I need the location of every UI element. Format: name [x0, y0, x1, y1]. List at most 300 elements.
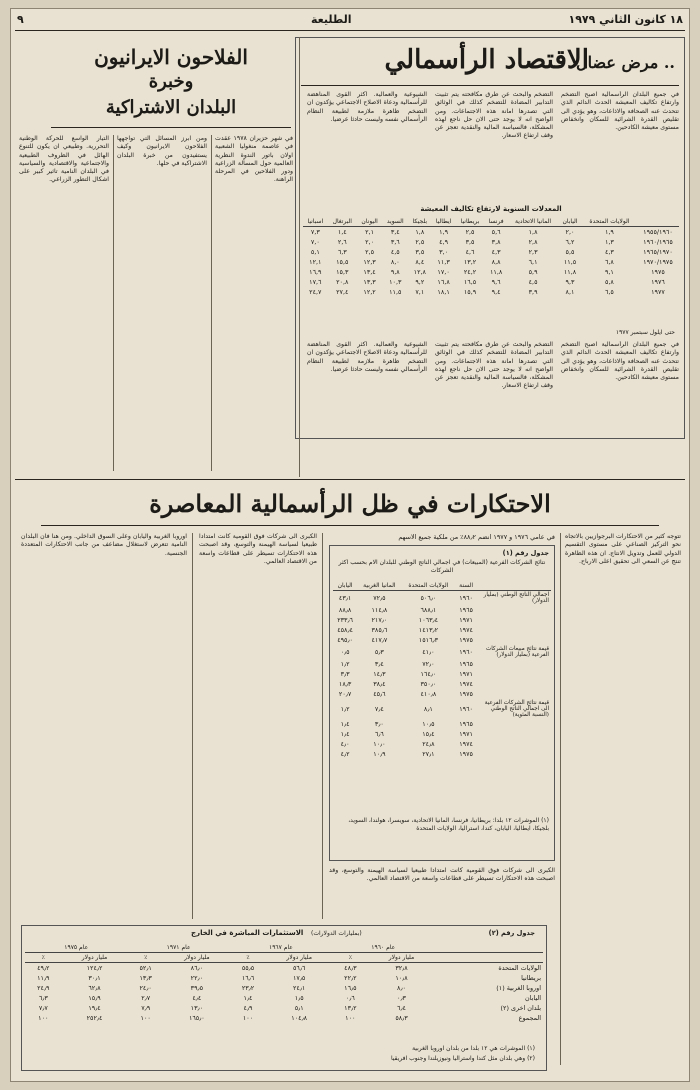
table-cell: ١٣,٢ [463, 258, 477, 266]
table-cell: ٥٫١ [294, 1004, 304, 1012]
table-cell: ١٠٠ [242, 1014, 254, 1022]
table-cell: ١٠٦٣٫٤ [418, 616, 439, 624]
table-cell: ٥,٦ [491, 228, 501, 236]
table-cell: ٤٫٤ [192, 994, 202, 1002]
table-cell: ١٩٧٥ [459, 636, 473, 644]
table-cell: ٧,٣ [310, 228, 320, 236]
inflation-table-caption: المعدلات السنوية لارتفاع تكاليف المعيشة [420, 205, 562, 213]
table-cell: ٠٫٦ [345, 994, 355, 1002]
newspaper-page [10, 8, 690, 1082]
table-cell: ٤٨٫٣ [344, 964, 357, 972]
table-cell: ١٠٠ [345, 1014, 356, 1022]
table-cell: ٤,٥ [390, 248, 400, 256]
table-cell: ٨,١ [565, 288, 575, 296]
article-2-col-1: التيار الواسع للحركة الوطنية التحررية. وطبيعي ان يكون للتنوع الهائل في الظروف الطبيعية والاجتماعية والاقتصادية والسياسية في البلدان النامية تاثير كبير على اشكال التطور الزراعي. [19, 135, 109, 184]
inflation-table-header: السويد [382, 217, 408, 227]
table-cell: ٣,٤ [390, 228, 400, 236]
row-period: ١٩٦٠/١٩٦٥ [643, 238, 673, 246]
table-cell: ٢٥٢٫٤ [86, 1014, 103, 1022]
table-cell: ٠٫٥ [340, 648, 350, 656]
table-2-subheader: ٪ [127, 953, 163, 963]
table-cell: ٢٤٫٠ [139, 984, 152, 992]
table-cell: ٣,٦ [390, 238, 400, 246]
table-cell: ٢,٨ [528, 238, 538, 246]
column-divider [322, 533, 323, 919]
table-cell: ٢٠,٨ [336, 278, 349, 286]
row-period: ١٩٧٧ [651, 288, 665, 296]
table-cell: ١٧٫٥ [292, 974, 306, 982]
table-cell: ٨٫١ [423, 705, 433, 713]
article-1-col-4: في جميع البلدان الرأسمالية اصبح التضخم وارتفاع تكاليف المعيشة الحدث الدائم الذي تتحدث عنه الصحافة والاذاعات، وهو يؤدي الى تقليص القدرة الشرائية للسكان وانخفاض مستوى معيشة الكادحين. [561, 341, 679, 382]
mid-rule [15, 479, 685, 480]
table-cell: ١٤١٣٫٢ [418, 626, 439, 634]
column-divider [192, 533, 193, 919]
table-cell: ٢٢٫٠ [190, 974, 204, 982]
table-row [333, 659, 551, 669]
article-1-col-6: الشيوعية والعمالية. اكثر القوى المناهضة للرأسمالية ودعاة الاصلاح الاجتماعي يؤكدون ان التضخم ظاهرة ملازمة لطبيعة النظام الرأسمالي نفسه وليست حادثا عرضيا. [307, 341, 427, 373]
table-cell: ٣٫٠ [374, 720, 384, 728]
table-cell: ١١,٥ [389, 288, 402, 296]
table-cell: ٧,١ [415, 288, 425, 296]
group-label [477, 615, 551, 625]
group-label [477, 729, 551, 739]
inflation-table-header: ايطاليا [431, 217, 455, 227]
table-cell: ٢٤,٧ [309, 288, 322, 296]
table-cell: ٨٫٠ [397, 984, 406, 992]
table-row [333, 719, 551, 729]
table-2-subheader: ٪ [25, 953, 62, 963]
article-3-col-4: اوروبا الغربية واليابان وعلى السوق الداخلي. ومن هنا فان البلدان النامية تتعرض لاستغلال مضاعف من جانب الاحتكارات المتعددة الجنسية. [21, 533, 187, 557]
table-cell: ١٥٫٤ [422, 730, 435, 738]
group-label [477, 749, 551, 759]
table-cell: ١٧,٦ [309, 278, 322, 286]
table-2-subheader: مليار دولار [266, 953, 332, 963]
table-cell: ١٩٫٤ [88, 1004, 101, 1012]
table-row [333, 645, 551, 659]
table-1-header: المانيا الغربية [357, 581, 401, 591]
table-cell: ٤٫٩ [243, 1004, 253, 1012]
row-label: اوروبا الغربية (١) [496, 984, 541, 992]
column-divider [560, 533, 561, 1065]
table-2-subtitle: (بمليارات الدولارات) [311, 930, 362, 937]
table-row [303, 267, 679, 277]
table-cell: ٢٫٧ [141, 994, 151, 1002]
table-1-note: (١) الموشرات ١٢ بلدا: بريطانيا، فرنسا، المانيا الاتحادية، سويسرا، هولندا، السويد، بلجيكا، ايطاليا، اليابان، كندا، استراليا، الولايات المتحدة [348, 817, 549, 832]
table-cell: ١٩٧٤ [459, 680, 473, 688]
table-row [25, 993, 543, 1003]
table-cell: ٢,٦ [337, 238, 347, 246]
table-1-header: الولايات المتحدة [402, 581, 456, 591]
table-cell: ١,٨ [528, 228, 538, 236]
table-cell: ١,٨ [415, 228, 425, 236]
table-1-header: السنة [455, 581, 477, 591]
table-cell: ١٩٦٠ [459, 705, 473, 713]
inflation-table [303, 217, 679, 297]
table-cell: ٢,٠ [365, 238, 375, 246]
table-1-subtitle: نتائج الشركات الفرعية (المبيعات) في اجمالي الناتج الوطني للبلدان الام بحسب اكثر الشركات [338, 559, 546, 574]
table-cell: ٦,٣ [337, 248, 347, 256]
table-cell: ١٩٦٠ [459, 648, 473, 656]
table-cell: ٧٢٫٠ [422, 660, 435, 668]
table-cell: ٤٩٫٢ [37, 964, 50, 972]
group-label: قيمة نتائج الشركات الفرعية الى اجمالي الناتج الوطني (النسبة المئوية) [484, 700, 549, 718]
table-row [25, 1003, 543, 1013]
table-cell: ١٠,٣ [389, 278, 402, 286]
table-cell: ١٣,٣ [363, 278, 376, 286]
table-cell: ٣٥٠٫٠ [420, 680, 437, 688]
table-cell: ١٫٤ [340, 730, 350, 738]
table-cell: ٥٫٣ [374, 648, 384, 656]
table-cell: ١٢,٨ [413, 268, 426, 276]
article-1-title-rule [301, 85, 679, 86]
inflation-table-period-header [637, 217, 679, 227]
table-cell: ١٠٤٫٨ [291, 1014, 308, 1022]
table-2-year-header: عام ١٩٦٠ [332, 943, 434, 953]
table-1-caption: جدول رقم (١) [502, 549, 549, 557]
table-cell: ٢,٥ [415, 238, 425, 246]
table-cell: ١١,٨ [563, 268, 577, 276]
table-cell: ٢٤,٢ [463, 268, 477, 276]
inflation-table-header: اليونان [357, 217, 382, 227]
table-cell: ٢٢٫٢ [344, 974, 357, 982]
table-cell: ٢٤٫١ [292, 984, 306, 992]
group-label [477, 739, 551, 749]
table-cell: ١,٩ [604, 228, 614, 236]
table-cell: ٧٢٫٥ [373, 594, 386, 602]
table-cell: ١٢,٢ [363, 288, 376, 296]
table-cell: ٤٥٨٫٤ [337, 626, 353, 634]
inflation-table-header: المانيا الاتحادية [508, 217, 558, 227]
table-2-year-header: عام ١٩٧١ [127, 943, 229, 953]
article-1-subtitle: .. مرض عضال [576, 53, 675, 72]
inflation-table-header: فرنسا [484, 217, 508, 227]
article-1-col-1: في جميع البلدان الرأسمالية اصبح التضخم وارتفاع تكاليف المعيشة الحدث الدائم الذي تتحدث عنه الصحافة والاذاعات، وهو يؤدي الى تقليص القدرة الشرائية للسكان وانخفاض مستوى معيشة الكادحين. [561, 91, 679, 132]
table-cell: ٢٠٫٧ [338, 690, 352, 698]
table-2-year-header: عام ١٩٦٧ [230, 943, 332, 953]
table-1-wrap [333, 581, 551, 759]
table-cell: ١٠٠ [38, 1014, 49, 1022]
article-3-title: الاحتكارات في ظل الرأسمالية المعاصرة [149, 489, 551, 518]
table-cell: ١٦٤٫٠ [420, 670, 437, 678]
column-divider [113, 135, 114, 471]
table-2-subheader: ٪ [230, 953, 266, 963]
column-divider [211, 135, 212, 471]
table-2-title: الاستثمارات المباشرة في الخارج [191, 929, 304, 937]
table-cell: ٦,٥ [604, 288, 614, 296]
article-3-title-rule [41, 525, 659, 526]
table-cell: ١٤٫٣ [373, 670, 386, 678]
row-period: ١٩٧٠/١٩٧٥ [643, 258, 673, 266]
group-label [477, 679, 551, 689]
article-3-col-3: الكبرى الى شركات فوق القومية كانت امتدادا طبيعيا لسياسة الهيمنة والتوسع، وقد اصبحت هذه الاحتكارات تسيطر على قطاعات واسعة من الاقتصاد العالمي. [199, 533, 317, 565]
group-label [477, 669, 551, 679]
header-rule [15, 30, 685, 31]
table-cell: ٩,٤ [491, 288, 501, 296]
table-row [25, 1013, 543, 1023]
table-cell: ١٠٠ [140, 1014, 151, 1022]
group-label [477, 635, 551, 645]
table-row [303, 277, 679, 287]
table-cell: ١,٩ [439, 228, 449, 236]
table-cell: ٢٣٫٢ [241, 984, 255, 992]
inflation-table-header: البرتغال [328, 217, 357, 227]
table-cell: ٣٩٫٥ [190, 984, 204, 992]
table-cell: ٢٧٫١ [422, 750, 435, 758]
inflation-table-header: بريطانيا [456, 217, 484, 227]
row-period: ١٩٧٥ [651, 268, 665, 276]
table-cell: ١٢,١ [309, 258, 322, 266]
table-cell: ٣,٥ [415, 248, 425, 256]
table-cell: ٥,٥ [565, 248, 575, 256]
group-label: قيمة نتائج مبيعات الشركات الفرعية (بمليار الدولار) [485, 646, 549, 658]
table-cell: ٢٤٫٩ [37, 984, 50, 992]
table-cell: ١٦٥٫٠ [188, 1014, 205, 1022]
table-cell: ١٩٦٠ [459, 594, 473, 602]
table-cell: ٦,١ [528, 258, 538, 266]
article-2-col-3: في شهر حزيران ١٩٧٨ عقدت في عاصمة منغوليا الشعبية اولان باتور الندوة النظرية العالمية حول المسألة الزراعية ودور الفلاحين في المرحلة الراهنة. [215, 135, 293, 184]
table-cell: ١٦,٨ [437, 278, 450, 286]
table-cell: ١٢,٣ [363, 258, 376, 266]
table-cell: ٣٨٥٫٦ [371, 626, 388, 634]
table-row [333, 749, 551, 759]
group-label: اجمالي الناتج الوطني (بمليار الدولار) [483, 592, 549, 604]
table-cell: ٢,٥ [465, 228, 475, 236]
table-cell: ٥,٩ [528, 268, 538, 276]
row-period: ١٩٧٦ [651, 278, 665, 286]
group-label [477, 719, 551, 729]
inflation-table-header: الولايات المتحدة [582, 217, 637, 227]
table-cell: ٢,٣ [528, 248, 538, 256]
table-row [333, 679, 551, 689]
article-2-col-2: ومن ابرز المسائل التي تواجهها الفلاحون الايرانيون وكيف يستفيدون من خبرة البلدان الاشتراكية في حلها. [117, 135, 207, 167]
table-2-wrap [25, 943, 543, 1023]
table-2-note-2: (٢) وهي بلدان مثل كندا واستراليا ونيوزيلندا وجنوب افريقيا [390, 1055, 535, 1062]
table-cell: ٣,٨ [491, 238, 501, 246]
table-row [333, 635, 551, 645]
table-cell: ٩,٢ [415, 278, 425, 286]
article-1-title: الاقتصاد الرأسمالي [384, 45, 589, 75]
table-2-subheader: مليار دولار [369, 953, 435, 963]
table-cell: ٤٣٫١ [338, 594, 352, 602]
table-cell: ٦٫٦ [374, 730, 384, 738]
table-cell: ٧٫٤ [374, 705, 384, 713]
row-label: بريطانيا [521, 974, 541, 982]
table-cell: ٢٣٣٫٦ [337, 616, 353, 624]
row-label: الولايات المتحدة [498, 964, 541, 972]
table-cell: ١٫٥ [294, 994, 304, 1002]
table-cell: ٠٫٣ [397, 994, 406, 1002]
table-row [333, 625, 551, 635]
row-label: المجموع [518, 1014, 541, 1022]
issue-date: ١٨ كانون الثاني ١٩٧٩ [568, 13, 683, 26]
table-row [303, 287, 679, 297]
table-cell: ٨,٨ [491, 258, 501, 266]
table-cell: ١٠٫٨ [395, 974, 408, 982]
table-cell: ٤,٥ [528, 278, 538, 286]
table-cell: ٢,٥ [365, 248, 375, 256]
table-cell: ١٩٧١ [459, 730, 473, 738]
table-1-header: اليابان [333, 581, 357, 591]
table-cell: ١١,٣ [437, 258, 450, 266]
table-row [333, 689, 551, 699]
table-cell: ٨٨٫٨ [338, 606, 352, 614]
table-cell: ٧,٠ [310, 238, 320, 246]
group-label [477, 659, 551, 669]
table-cell: ٤١٫٠ [422, 648, 435, 656]
table-cell: ٣,٩ [528, 288, 538, 296]
table-row [333, 591, 551, 606]
article-3-col-2b: الكبرى الى شركات فوق القومية كانت امتدادا طبيعيا لسياسة الهيمنة والتوسع، وقد اصبحت هذه الاحتكارات تسيطر على قطاعات واسعة من الاقتصاد العالمي. [329, 867, 555, 883]
row-label: اليابان [524, 994, 541, 1002]
table-cell: ١٫٤ [243, 994, 253, 1002]
table-cell: ١٩٧٥ [459, 750, 473, 758]
table-cell: ١٫٢ [340, 660, 350, 668]
table-cell: ١٠٫٥ [422, 720, 435, 728]
table-cell: ٤,٣ [604, 248, 614, 256]
table-cell: ٤٫٠ [340, 740, 350, 748]
table-2-subheader: مليار دولار [164, 953, 230, 963]
table-row [303, 257, 679, 267]
inflation-table-note: حتى ايلول سبتمبر ١٩٧٧ [615, 329, 675, 336]
table-1 [333, 581, 551, 759]
table-2-subheader: ٪ [332, 953, 368, 963]
table-cell: ١٠٫٠ [373, 740, 386, 748]
table-cell: ٨,٤ [415, 258, 425, 266]
table-cell: ١٫٤ [340, 720, 350, 728]
table-cell: ١٣,٤ [363, 268, 376, 276]
table-cell: ٥٦٫٦ [292, 964, 306, 972]
table-row [25, 963, 543, 974]
table-cell: ٢,٠ [565, 228, 575, 236]
table-cell: ٦,٨ [604, 258, 614, 266]
table-cell: ٣٢٫٨ [395, 964, 408, 972]
table-cell: ٣,٠ [439, 248, 449, 256]
table-row [333, 605, 551, 615]
table-cell: ٤٫٢ [340, 750, 350, 758]
table-cell: ٢١٧٫٠ [371, 616, 388, 624]
table-cell: ٤٩٥٫٠ [337, 636, 353, 644]
inflation-table-header: بلجيكا [408, 217, 431, 227]
table-cell: ١٧,٠ [437, 268, 450, 276]
table-cell: ٨٦٫٠ [190, 964, 204, 972]
table-cell: ١٦٫٦ [241, 974, 255, 982]
table-row [303, 247, 679, 257]
table-cell: ٩,٨ [390, 268, 400, 276]
table-cell: ٩,٣ [565, 278, 575, 286]
table-row [303, 237, 679, 247]
table-cell: ٤,٣ [491, 248, 501, 256]
table-cell: ١٩٧٤ [459, 740, 473, 748]
table-2-corner [434, 943, 543, 953]
table-cell: ٥,٨ [604, 278, 614, 286]
article-2-title-line-3: البلدان الاشتراكية [105, 97, 237, 118]
page-number: ٩ [17, 13, 24, 26]
table-cell: ١٣٫٠ [190, 1004, 204, 1012]
article-separator [299, 37, 300, 477]
table-cell: ١٦,٥ [463, 278, 477, 286]
table-cell: ١١,٥ [563, 258, 577, 266]
table-cell: ٩,١ [604, 268, 614, 276]
table-cell: ١٥٫٩ [88, 994, 101, 1002]
row-period: ١٩٦٥/١٩٧٠ [643, 248, 673, 256]
table-cell: ١٣٫٢ [344, 1004, 357, 1012]
table-cell: ٤١٧٫٧ [371, 636, 388, 644]
table-cell: ١٨,١ [437, 288, 450, 296]
table-cell: ١٨٫٣ [338, 680, 352, 688]
table-cell: ٤١٠٫٨ [420, 690, 437, 698]
group-label [477, 689, 551, 699]
section-name: الطليعة [311, 13, 352, 26]
row-period: ١٩٥٥/١٩٦٠ [643, 228, 673, 236]
table-cell: ١,٤ [337, 228, 347, 236]
table-cell: ١٣٫٣ [139, 974, 152, 982]
table-2 [25, 943, 543, 1023]
table-cell: ٣٫٣ [340, 670, 350, 678]
table-cell: ٥٨٫٣ [395, 1014, 408, 1022]
table-cell: ٢٧,٤ [336, 288, 349, 296]
article-1-col-2: التضخم والبحث عن طرق مكافحته يتم تثبيت التدابير المضادة للتضخم كذلك في الوثائق التي تصدرها امانة هذه الاجتماعات. ومن الواضح انه لا يوجد حتى الان حل ناجع لهذه المشكلة، فالسياسة المالية والنقدية تعجز عن وقف ارتفاع الاسعار. [435, 91, 553, 140]
table-2-note-1: (١) الموشرات هي ١٢ بلدا من بلدان اوروبا الغربية [412, 1045, 535, 1052]
table-cell: ٣٫٤ [374, 660, 384, 668]
table-cell: ١٩٧٤ [459, 626, 473, 634]
inflation-table-wrap [303, 217, 679, 297]
table-cell: ٨,٠ [390, 258, 400, 266]
table-2-caption: جدول رقم (٢) [488, 929, 535, 937]
table-cell: ٤,٦ [465, 248, 475, 256]
table-cell: ١١,٨ [489, 268, 503, 276]
article-2-title-line-2: وخبرة [148, 71, 194, 92]
table-cell: ٩,٦ [491, 278, 501, 286]
table-row [25, 973, 543, 983]
table-cell: ١٥,٥ [336, 258, 349, 266]
table-cell: ١٢٤٫٢ [86, 964, 103, 972]
table-cell: ١١٫٩ [37, 974, 50, 982]
table-cell: ٦,٢ [565, 238, 575, 246]
table-cell: ١٩٦٥ [459, 660, 473, 668]
table-cell: ١٩٧١ [459, 616, 473, 624]
table-cell: ٧٫٧ [38, 1004, 48, 1012]
table-row [333, 699, 551, 719]
table-cell: ١,٣ [604, 238, 614, 246]
article-2-title-line-1: الفلاحون الايرانيون [94, 45, 248, 69]
article-3-col-1: تتوجه كثير من الاحتكارات البرجوازيين بالاتجاه نحو التركيز الصناعي على مستوى التقسيم الدولي للعمل وتدويل الانتاج. ان هذه الظاهرة تنتج عن السعي الى تحقيق اعلى الارباح. [565, 533, 681, 565]
table-cell: ١٦,٩ [309, 268, 322, 276]
table-row [25, 983, 543, 993]
table-row [333, 615, 551, 625]
article-2-title-rule [51, 127, 291, 128]
inflation-table-header: اليابان [558, 217, 582, 227]
table-row [333, 669, 551, 679]
share-line: في عامي ١٩٧٦ و ١٩٧٧ انضم ٨٨٫٢٪ من ملكية جميع الاسهم [398, 533, 555, 541]
table-cell: ٤٥٫٦ [373, 690, 386, 698]
article-1-col-3: الشيوعية والعمالية. اكثر القوى المناهضة للرأسمالية ودعاة الاصلاح الاجتماعي يؤكدون ان التضخم ظاهرة ملازمة لطبيعة النظام الرأسمالي نفسه وليست حادثا عرضيا. [307, 91, 427, 123]
table-cell: ٦٢٫٨ [88, 984, 101, 992]
table-cell: ١٩٧١ [459, 670, 473, 678]
table-cell: ١٥١٦٫٣ [418, 636, 439, 644]
table-cell: ٣٨٫٤ [373, 680, 386, 688]
table-cell: ٢٤٫٨ [422, 740, 435, 748]
table-cell: ١٦٫٥ [344, 984, 357, 992]
table-cell: ٥,١ [310, 248, 320, 256]
table-cell: ٣,٥ [465, 238, 475, 246]
article-1-col-5: التضخم والبحث عن طرق مكافحته يتم تثبيت التدابير المضادة للتضخم كذلك في الوثائق التي تصدرها امانة هذه الاجتماعات. ومن الواضح انه لا يوجد حتى الان حل ناجع لهذه المشكلة، فالسياسة المالية والنقدية تعجز عن وقف ارتفاع الاسعار. [435, 341, 553, 390]
table-cell: ٤,٩ [439, 238, 449, 246]
table-cell: ٢,١ [365, 228, 375, 236]
table-2-corner [434, 953, 543, 963]
row-label: بلدان اخرى (٢) [500, 1004, 541, 1012]
table-cell: ١١٤٫٨ [371, 606, 388, 614]
table-cell: ١٩٦٥ [459, 606, 473, 614]
